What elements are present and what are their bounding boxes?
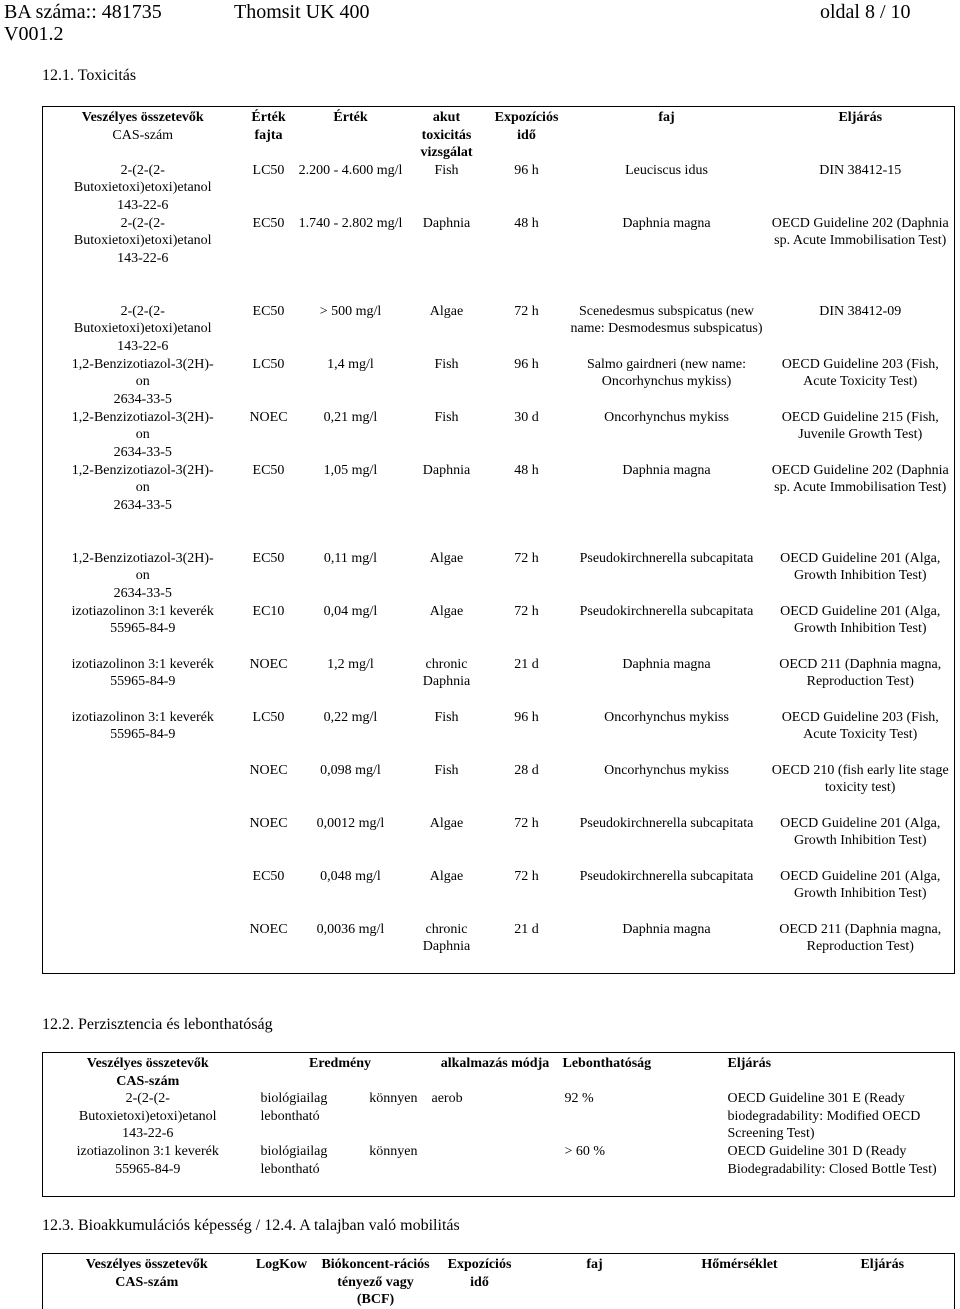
- species-cell: Daphnia magna: [622, 215, 711, 231]
- acute-test-header: akut toxicitás vizsgálat: [420, 110, 473, 161]
- substance-header: Veszélyes összetevők CAS-szám: [86, 1056, 209, 1089]
- method-cell: OECD Guideline 301 D (Ready Biodegradability: Closed Bottle Test): [727, 1144, 937, 1177]
- substance-name: 1,2-Benzizotiazol-3(2H)-on: [71, 462, 214, 496]
- substance-cell: [43, 868, 243, 921]
- degradability-cell: 92 %: [564, 1091, 594, 1107]
- acute-test-cell: Daphnia: [422, 215, 471, 231]
- method-cell: OECD Guideline 201 (Alga, Growth Inhibition Test): [780, 868, 941, 902]
- exposure-header: Expozíciós idő: [447, 1257, 512, 1290]
- persistence-row: [43, 1090, 955, 1143]
- method-cell: OECD Guideline 301 E (Ready biodegradability: Modified OECD Screening Test): [727, 1091, 921, 1142]
- cas-number: 55965-84-9: [110, 727, 176, 743]
- species-cell: Oncorhynchus mykiss: [604, 409, 729, 425]
- substance-name: izotiazolinon 3:1 keverék: [71, 656, 214, 672]
- species-cell: Pseudokirchnerella subcapitata: [579, 815, 754, 831]
- acute-test-cell: Fish: [434, 709, 459, 725]
- result-word-3: lebontható: [260, 1161, 320, 1177]
- result-cell: [253, 1143, 428, 1196]
- value-cell: 0,048 mg/l: [320, 868, 381, 884]
- persistence-row: [43, 1143, 955, 1196]
- substance-cell: [43, 762, 243, 815]
- result-word-1: biológiailag: [260, 1144, 328, 1160]
- toxicity-row: [43, 815, 955, 868]
- bioaccumulation-header-row: [43, 1254, 955, 1309]
- method-header: Eljárás: [727, 1056, 772, 1071]
- toxicity-table: [42, 106, 955, 974]
- acute-test-cell: Fish: [434, 409, 459, 425]
- substance-name: izotiazolinon 3:1 keverék: [71, 603, 214, 619]
- exposure-cell: 72 h: [514, 815, 539, 831]
- exposure-header: Expozíciós idő: [494, 110, 559, 143]
- bioaccumulation-table: [42, 1253, 955, 1309]
- header-ba-number: BA száma:: 481735: [4, 1, 162, 23]
- method-cell: DIN 38412-15: [819, 162, 902, 178]
- degradability-header: Lebonthatóság: [562, 1056, 652, 1071]
- method-cell: OECD Guideline 215 (Fish, Juvenile Growth Test): [781, 409, 939, 443]
- substance-header: Veszélyes összetevők CAS-szám: [81, 110, 204, 143]
- toxicity-row: [43, 868, 955, 921]
- exposure-cell: 28 d: [514, 762, 539, 778]
- species-cell: Oncorhynchus mykiss: [604, 709, 729, 725]
- cas-number: 143-22-6: [117, 197, 169, 213]
- value-type-cell: LC50: [252, 162, 285, 178]
- species-header: faj: [658, 110, 675, 125]
- value-type-cell: EC50: [252, 215, 285, 231]
- result-word-2: könnyen: [369, 1091, 418, 1107]
- toxicity-row: [43, 921, 955, 974]
- substance-name: 2-(2-(2-Butoxietoxi)etoxi)etanol: [73, 303, 212, 337]
- exposure-cell: 72 h: [514, 303, 539, 319]
- value-cell: > 500 mg/l: [319, 303, 382, 319]
- substance-cell: [43, 709, 243, 762]
- substance-cell: [43, 550, 243, 603]
- species-cell: Daphnia magna: [622, 921, 711, 937]
- acute-test-cell: Algae: [429, 303, 464, 319]
- exposure-cell: 48 h: [514, 462, 539, 478]
- method-cell: OECD 210 (fish early lite stage toxicity test): [771, 762, 949, 796]
- exposure-cell: 96 h: [514, 356, 539, 372]
- substance-name: 1,2-Benzizotiazol-3(2H)-on: [71, 356, 214, 390]
- method-cell: DIN 38412-09: [819, 303, 902, 319]
- method-cell: OECD Guideline 201 (Alga, Growth Inhibition Test): [780, 815, 941, 849]
- acute-test-cell: chronic Daphnia: [422, 656, 471, 690]
- method-cell: OECD Guideline 203 (Fish, Acute Toxicity Test): [781, 709, 939, 743]
- application-cell: [428, 1143, 563, 1196]
- toxicity-row: [43, 462, 955, 550]
- exposure-cell: 48 h: [514, 215, 539, 231]
- value-type-header: Érték fajta: [251, 110, 286, 143]
- substance-name: izotiazolinon 3:1 keverék: [71, 709, 214, 725]
- acute-test-cell: Algae: [429, 603, 464, 619]
- value-type-cell: NOEC: [249, 656, 288, 672]
- value-type-cell: NOEC: [249, 409, 288, 425]
- cas-number: 55965-84-9: [110, 621, 176, 637]
- species-cell: Pseudokirchnerella subcapitata: [579, 603, 754, 619]
- substance-cell: [43, 921, 243, 974]
- substance-cell: [43, 215, 243, 303]
- value-type-cell: NOEC: [249, 921, 288, 937]
- persistence-header-row: [43, 1053, 955, 1091]
- temperature-header: Hőmérséklet: [701, 1257, 778, 1272]
- value-type-cell: EC50: [252, 462, 285, 478]
- acute-test-cell: Daphnia: [422, 462, 471, 478]
- substance-cell: [43, 1090, 253, 1143]
- method-cell: OECD 211 (Daphnia magna, Reproduction Test): [779, 656, 942, 690]
- header-page-number: oldal 8 / 10: [820, 1, 911, 23]
- species-header: faj: [586, 1257, 603, 1272]
- method-header: Eljárás: [838, 110, 883, 125]
- value-header: Érték: [333, 110, 368, 125]
- species-cell: Scenedesmus subspicatus (new name: Desmodesmus subspicatus): [570, 303, 763, 337]
- acute-test-cell: Algae: [429, 815, 464, 831]
- method-cell: OECD Guideline 201 (Alga, Growth Inhibition Test): [780, 550, 941, 584]
- species-cell: Daphnia magna: [622, 462, 711, 478]
- persistence-table: [42, 1052, 955, 1197]
- cas-number: 2634-33-5: [113, 391, 172, 407]
- method-cell: OECD 211 (Daphnia magna, Reproduction Test): [779, 921, 942, 955]
- value-cell: 1.740 - 2.802 mg/l: [298, 215, 403, 231]
- section-title-toxicity: 12.1. Toxicitás: [42, 67, 137, 84]
- value-type-cell: NOEC: [249, 815, 288, 831]
- degradability-cell: > 60 %: [564, 1144, 606, 1160]
- application-cell: aerob: [431, 1091, 463, 1107]
- cas-number: 143-22-6: [117, 338, 169, 354]
- toxicity-row: [43, 603, 955, 656]
- value-type-cell: EC50: [252, 303, 285, 319]
- species-cell: Oncorhynchus mykiss: [604, 762, 729, 778]
- result-cell: [253, 1090, 428, 1143]
- exposure-cell: 21 d: [514, 921, 539, 937]
- exposure-cell: 96 h: [514, 162, 539, 178]
- acute-test-cell: Algae: [429, 868, 464, 884]
- substance-name: 1,2-Benzizotiazol-3(2H)-on: [71, 550, 214, 584]
- substance-name: 2-(2-(2-Butoxietoxi)etoxi)etanol: [73, 162, 212, 196]
- method-cell: OECD Guideline 201 (Alga, Growth Inhibition Test): [780, 603, 941, 637]
- cas-number: 143-22-6: [122, 1126, 174, 1142]
- exposure-cell: 72 h: [514, 603, 539, 619]
- cas-number: 2634-33-5: [113, 444, 172, 460]
- value-cell: 1,4 mg/l: [327, 356, 374, 372]
- result-header: Eredmény: [309, 1056, 371, 1071]
- value-cell: 0,0012 mg/l: [316, 815, 385, 831]
- value-type-cell: NOEC: [249, 762, 288, 778]
- species-cell: Pseudokirchnerella subcapitata: [579, 868, 754, 884]
- value-type-cell: LC50: [252, 356, 285, 372]
- species-cell: Daphnia magna: [622, 656, 711, 672]
- method-header: Eljárás: [860, 1257, 905, 1272]
- value-type-cell: EC50: [252, 550, 285, 566]
- substance-cell: [43, 815, 243, 868]
- result-word-2: könnyen: [369, 1144, 418, 1160]
- value-cell: 0,04 mg/l: [323, 603, 378, 619]
- toxicity-row: [43, 762, 955, 815]
- toxicity-row: [43, 162, 955, 215]
- substance-cell: [43, 462, 243, 550]
- toxicity-header-row: [43, 107, 955, 162]
- substance-name: 2-(2-(2-Butoxietoxi)etoxi)etanol: [73, 215, 212, 249]
- substance-cell: [43, 356, 243, 409]
- acute-test-cell: Algae: [429, 550, 464, 566]
- cas-number: 2634-33-5: [113, 585, 172, 601]
- cas-number: 2634-33-5: [113, 497, 172, 513]
- value-type-cell: EC10: [252, 603, 285, 619]
- toxicity-row: [43, 709, 955, 762]
- cas-number: 55965-84-9: [110, 674, 176, 690]
- substance-cell: [43, 409, 243, 462]
- result-word-3: lebontható: [260, 1108, 320, 1124]
- toxicity-row: [43, 656, 955, 709]
- header-product: Thomsit UK 400: [234, 1, 370, 23]
- bcf-header: Biókoncent-rációs tényező vagy (BCF): [321, 1257, 430, 1308]
- toxicity-row: [43, 215, 955, 303]
- application-header: alkalmazás módja: [440, 1056, 550, 1071]
- value-cell: 0,11 mg/l: [323, 550, 378, 566]
- substance-name: 1,2-Benzizotiazol-3(2H)-on: [71, 409, 214, 443]
- exposure-cell: 72 h: [514, 550, 539, 566]
- value-cell: 2.200 - 4.600 mg/l: [298, 162, 403, 178]
- toxicity-row: [43, 550, 955, 603]
- cas-number: 55965-84-9: [115, 1161, 181, 1177]
- section-title-persistence: 12.2. Perzisztencia és lebonthatóság: [42, 1016, 273, 1033]
- toxicity-row: [43, 356, 955, 409]
- substance-cell: [43, 1143, 253, 1196]
- species-cell: Leuciscus idus: [625, 162, 708, 178]
- value-cell: 1,2 mg/l: [327, 656, 374, 672]
- acute-test-cell: chronic Daphnia: [422, 921, 471, 955]
- toxicity-row: [43, 303, 955, 356]
- toxicity-row: [43, 409, 955, 462]
- substance-cell: [43, 656, 243, 709]
- value-cell: 0,21 mg/l: [323, 409, 378, 425]
- substance-cell: [43, 603, 243, 656]
- exposure-cell: 96 h: [514, 709, 539, 725]
- species-cell: Salmo gairdneri (new name: Oncorhynchus mykiss): [586, 356, 746, 390]
- value-cell: 0,22 mg/l: [323, 709, 378, 725]
- method-cell: OECD Guideline 203 (Fish, Acute Toxicity Test): [781, 356, 939, 390]
- exposure-cell: 21 d: [514, 656, 539, 672]
- exposure-cell: 30 d: [514, 409, 539, 425]
- substance-name: 2-(2-(2-Butoxietoxi)etoxi)etanol: [78, 1091, 217, 1124]
- value-cell: 0,0036 mg/l: [316, 921, 385, 937]
- header-version: V001.2: [4, 23, 64, 45]
- value-type-cell: EC50: [252, 868, 285, 884]
- method-cell: OECD Guideline 202 (Daphnia sp. Acute Immobilisation Test): [771, 215, 949, 249]
- value-cell: 0,098 mg/l: [320, 762, 381, 778]
- acute-test-cell: Fish: [434, 356, 459, 372]
- logkow-header: LogKow: [255, 1257, 308, 1272]
- value-type-cell: LC50: [252, 709, 285, 725]
- result-word-1: biológiailag: [260, 1091, 328, 1107]
- substance-cell: [43, 162, 243, 215]
- acute-test-cell: Fish: [434, 162, 459, 178]
- substance-header: Veszélyes összetevők CAS-szám: [85, 1257, 208, 1290]
- substance-cell: [43, 303, 243, 356]
- section-title-bioaccumulation: 12.3. Bioakkumulációs képesség / 12.4. A talajban való mobilitás: [42, 1217, 460, 1234]
- value-cell: 1,05 mg/l: [323, 462, 378, 478]
- method-cell: OECD Guideline 202 (Daphnia sp. Acute Immobilisation Test): [771, 462, 949, 496]
- exposure-cell: 72 h: [514, 868, 539, 884]
- species-cell: Pseudokirchnerella subcapitata: [579, 550, 754, 566]
- substance-name: izotiazolinon 3:1 keverék: [76, 1144, 219, 1160]
- acute-test-cell: Fish: [434, 762, 459, 778]
- cas-number: 143-22-6: [117, 250, 169, 266]
